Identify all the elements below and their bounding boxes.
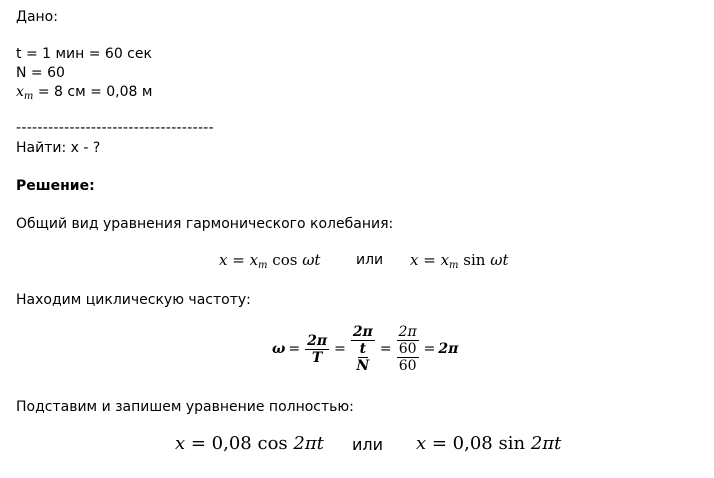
find-line: Найти: х - ?: [16, 140, 101, 156]
frac1-num: 2π: [307, 332, 328, 349]
given-heading: Дано:: [16, 9, 58, 25]
general-or: или: [356, 252, 384, 268]
freq-eq-1: =: [288, 341, 301, 357]
frac2-den: [354, 341, 371, 374]
general-equation: [219, 251, 320, 269]
final1-cos: cos: [257, 433, 288, 454]
given-time: t = 1 мин = 60 сек: [16, 46, 152, 62]
freq-eq-3: =: [379, 341, 392, 357]
frac2-num: 2π: [352, 324, 373, 340]
eq1-x: x: [219, 251, 228, 269]
inner-den: N: [356, 358, 370, 374]
final1-x: x: [175, 433, 186, 454]
fraction-2pi-over-T: [305, 333, 329, 366]
frequency-text: Находим циклическую частоту:: [16, 292, 251, 308]
eq1-m: m: [258, 260, 268, 271]
eq2-xm: x: [440, 251, 450, 269]
frac1-den: T: [311, 349, 323, 366]
eq2-equals: =: [418, 251, 441, 269]
separator: -------------------------------------: [16, 120, 215, 136]
eq1-cos: cos: [267, 251, 303, 269]
fraction-2pi-over-t-over-N: [351, 324, 375, 374]
eq2-m: m: [449, 260, 459, 271]
fraction-2pi-over-60-over-60: [397, 324, 419, 374]
solution-heading: Решение:: [16, 178, 95, 194]
eq1-xm: x: [249, 251, 259, 269]
final-or: или: [352, 435, 384, 454]
inner-fraction-t-over-N: [354, 341, 371, 374]
freq-eq-2: =: [334, 341, 346, 357]
frac3-den: [397, 341, 419, 374]
eq2-sin: sin: [458, 251, 491, 269]
freq-result: 2π: [438, 341, 459, 357]
xm-subscript: m: [23, 91, 34, 102]
eq1-equals: =: [227, 251, 250, 269]
xm-symbol: x: [16, 84, 24, 100]
final-equation-sin: [416, 433, 561, 454]
general-equation-text: Общий вид уравнения гармонического колебания:: [16, 216, 394, 232]
frequency-equation: [272, 324, 458, 374]
given-amplitude: [16, 83, 152, 101]
final2-coef: = 0,08: [426, 433, 493, 454]
eq1-wt: ωt: [302, 251, 321, 269]
general-equation-sin: [410, 251, 509, 269]
final2-x: x: [416, 433, 427, 454]
final1-coef: = 0,08: [185, 433, 252, 454]
freq-eq-4: =: [423, 341, 436, 357]
inner60-num: 60: [398, 341, 417, 357]
final2-arg: 2πt: [530, 433, 562, 454]
inner60-den: 60: [398, 358, 417, 374]
xm-value: = 8 см = 0,08 м: [33, 84, 153, 100]
final-equation-cos: [175, 433, 324, 454]
inner-fraction-60-over-60: [397, 341, 419, 374]
inner-num: t: [359, 341, 367, 357]
eq2-wt: ωt: [490, 251, 509, 269]
final-text: Подставим и запишем уравнение полностью:: [16, 399, 354, 415]
omega-symbol: ω: [272, 341, 286, 357]
final1-arg: 2πt: [293, 433, 324, 454]
given-count: N = 60: [16, 65, 65, 81]
frac3-num: 2π: [398, 324, 417, 340]
final2-sin: sin: [498, 433, 526, 454]
eq2-x: x: [410, 251, 419, 269]
